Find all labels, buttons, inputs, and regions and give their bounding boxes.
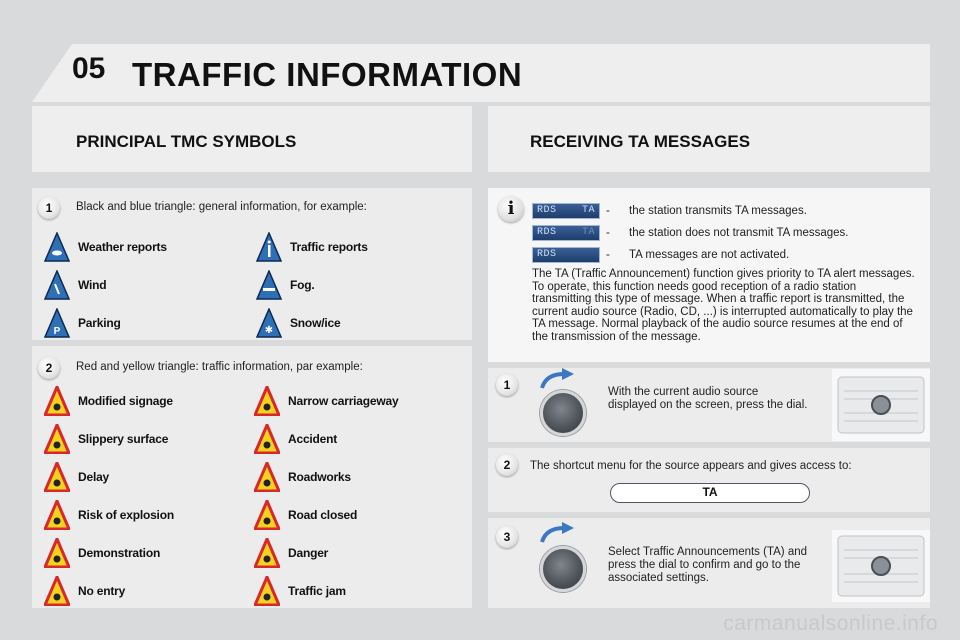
dial-icon [540,390,586,436]
symbol-row [256,304,456,342]
rds-desc: the station does not transmit TA messages. [629,227,849,239]
radio-unit-icon [832,530,930,602]
symbol-row [44,304,244,342]
blue-col-2 [256,228,456,342]
right-heading: RECEIVING TA MESSAGES [530,132,751,151]
symbol-label: Accident [288,432,338,446]
rds-ta-off-indicator [532,247,600,263]
danger-icon [254,538,280,568]
svg-text:✱: ✱ [264,325,274,336]
accident-icon [254,424,280,454]
slippery-surface-icon [44,424,70,454]
traffic-jam-icon [254,576,280,606]
red-col-1 [44,382,244,610]
symbol-row [254,496,464,534]
rds-ta-unavailable-indicator [532,225,600,241]
symbol-row [44,534,244,572]
symbol-label: Parking [78,316,121,330]
rds-dash: - [606,249,610,261]
symbol-row [44,420,244,458]
weather-warning-icon [44,232,70,262]
symbol-label: Traffic jam [288,584,346,598]
snow-ice-icon [256,308,282,338]
rds-ta-active-indicator [532,203,600,219]
roadworks-icon [254,462,280,492]
rds-row [532,203,600,219]
rds-label: RDS [537,227,557,238]
left-heading: PRINCIPAL TMC SYMBOLS [76,132,297,151]
ta-label: TA [581,205,595,216]
red-symbols-panel [32,346,472,608]
parking-warning-icon [44,308,70,338]
radio-unit-icon [832,369,930,441]
symbol-row [254,420,464,458]
symbol-row [254,534,464,572]
step-3-text: Select Traffic Announcements (TA) and press the dial to confirm and go to the associated settings. [608,546,808,584]
symbol-label: Snow/ice [290,316,341,330]
blue-intro-text: Black and blue triangle: general information, for example: [76,201,367,213]
symbol-label: Danger [288,546,329,560]
watermark: carmanualsonline.info [723,612,938,635]
red-intro-text: Red and yellow triangle: traffic information, par example: [76,361,363,373]
step-badge: 2 [38,357,60,379]
rds-row [532,225,600,241]
symbol-label: Slippery surface [78,432,169,446]
ta-explanation: The TA (Traffic Announcement) function gives priority to TA alert messages. To operate, this function needs good reception of a radio station transmitting this type of message. When a traffic report is transmitted, the current audio source (Radio, CD, ...) is interrupted automatically to play the TA message. Normal playback of the audio source resumes at the end of the transmission of the message. [532,268,915,343]
ta-menu-option[interactable]: TA [610,483,810,503]
step-1-panel [488,368,930,442]
narrow-carriageway-icon [254,386,280,416]
symbol-label: Narrow carriageway [288,394,399,408]
symbol-row [44,382,244,420]
step-3-panel [488,518,930,608]
explosion-risk-icon [44,500,70,530]
symbol-label: Fog. [290,278,315,292]
press-arrow-icon [538,368,576,390]
info-icon: i [498,196,524,222]
symbol-label: Traffic reports [290,240,368,254]
symbol-label: No entry [78,584,126,598]
step-1-text: With the current audio source displayed on the screen, press the dial. [608,386,808,411]
symbol-label: Demonstration [78,546,161,560]
symbol-label: Modified signage [78,394,173,408]
rds-desc: TA messages are not activated. [629,249,790,261]
blue-col-1 [44,228,244,342]
step-badge: 3 [496,526,518,548]
symbol-row [44,228,244,266]
header-notch [32,44,72,102]
symbol-label: Road closed [288,508,358,522]
svg-text:P: P [53,326,61,337]
blue-symbols-panel [32,188,472,340]
fog-warning-icon [256,270,282,300]
symbol-label: Risk of explosion [78,508,174,522]
no-entry-icon [44,576,70,606]
symbol-row [44,266,244,304]
page-title: TRAFFIC INFORMATION [132,56,523,93]
chapter-number: 05 [72,52,106,85]
rds-label: RDS [537,205,557,216]
ta-label: TA [581,227,595,238]
symbol-row [44,572,244,610]
traffic-info-icon [256,232,282,262]
wind-warning-icon [44,270,70,300]
symbol-row [44,458,244,496]
symbol-row [254,572,464,610]
dial-icon [540,546,586,592]
modified-signage-icon [44,386,70,416]
symbol-label: Roadworks [288,470,351,484]
road-closed-icon [254,500,280,530]
step-badge: 2 [496,454,518,476]
delay-icon [44,462,70,492]
step-badge: 1 [38,197,60,219]
ta-info-panel [488,188,930,362]
symbol-row [256,266,456,304]
step-2-text: The shortcut menu for the source appears and gives access to: [530,460,852,472]
rds-label: RDS [537,249,557,260]
rds-row [532,247,600,263]
rds-desc: the station transmits TA messages. [629,205,807,217]
right-heading-band [488,106,930,172]
symbol-row [254,382,464,420]
step-badge: 1 [496,374,518,396]
symbol-row [44,496,244,534]
symbol-label: Wind [78,278,107,292]
symbol-label: Delay [78,470,110,484]
demonstration-icon [44,538,70,568]
symbol-row [254,458,464,496]
symbol-label: Weather reports [78,240,167,254]
rds-dash: - [606,227,610,239]
press-arrow-icon [538,522,576,544]
red-col-2 [254,382,464,610]
rds-dash: - [606,205,610,217]
left-heading-band [32,106,472,172]
symbol-row [256,228,456,266]
